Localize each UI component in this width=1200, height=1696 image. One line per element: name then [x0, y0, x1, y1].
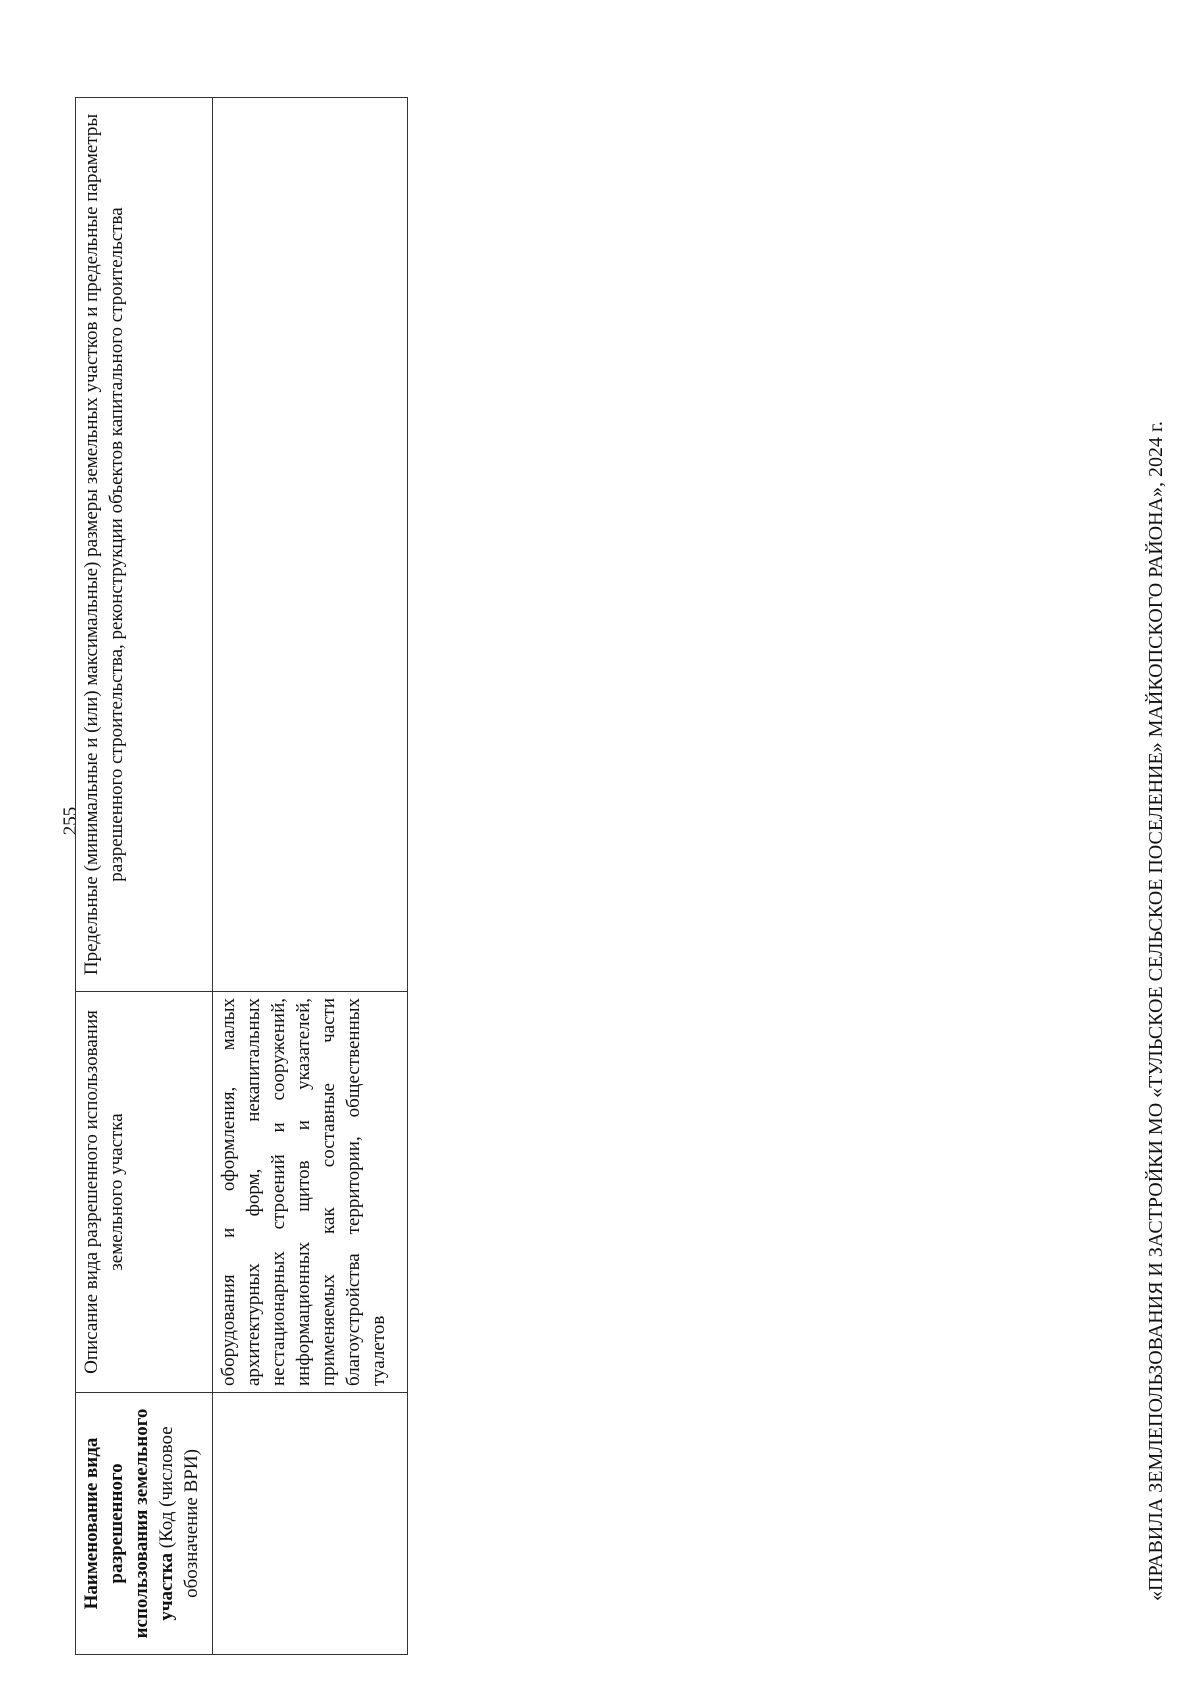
table-header-row [76, 98, 213, 1655]
header-name-code: (Код (числовое обозначение ВРИ) [156, 1426, 202, 1598]
page-number: 255 [60, 806, 81, 836]
header-permitted-use-description: Описание вида разрешенного использования земельного участка [76, 992, 213, 1393]
header-name-bold: Наименование вида разрешенного использования земельного участка [81, 1408, 177, 1639]
cell-limit-parameters [213, 98, 408, 992]
cell-use-name [213, 1393, 408, 1655]
header-permitted-use-name [76, 1393, 213, 1655]
document-footer: «ПРАВИЛА ЗЕМЛЕПОЛЬЗОВАНИЯ И ЗАСТРОЙКИ МО «ТУЛЬСКОЕ СЕЛЬСКОЕ ПОСЕЛЕНИЕ» МАЙКОПСКОГО РАЙОНА», 2024 г. [1145, 421, 1167, 1601]
regulation-table [75, 97, 408, 1655]
cell-use-description [213, 992, 408, 1393]
table-row [213, 98, 408, 1655]
header-limit-parameters: Предельные (минимальные и (или) максимальные) размеры земельных участков и предельные параметры разрешенного строительства, реконструкции объектов капитального строительства [76, 98, 213, 992]
description-text: оборудования и оформления, малых архитектурных форм, некапитальных нестационарных строений и сооружений, информационных щитов и указателей, применяемых как составные части благоустройства территории, общественных туалетов [218, 998, 389, 1386]
